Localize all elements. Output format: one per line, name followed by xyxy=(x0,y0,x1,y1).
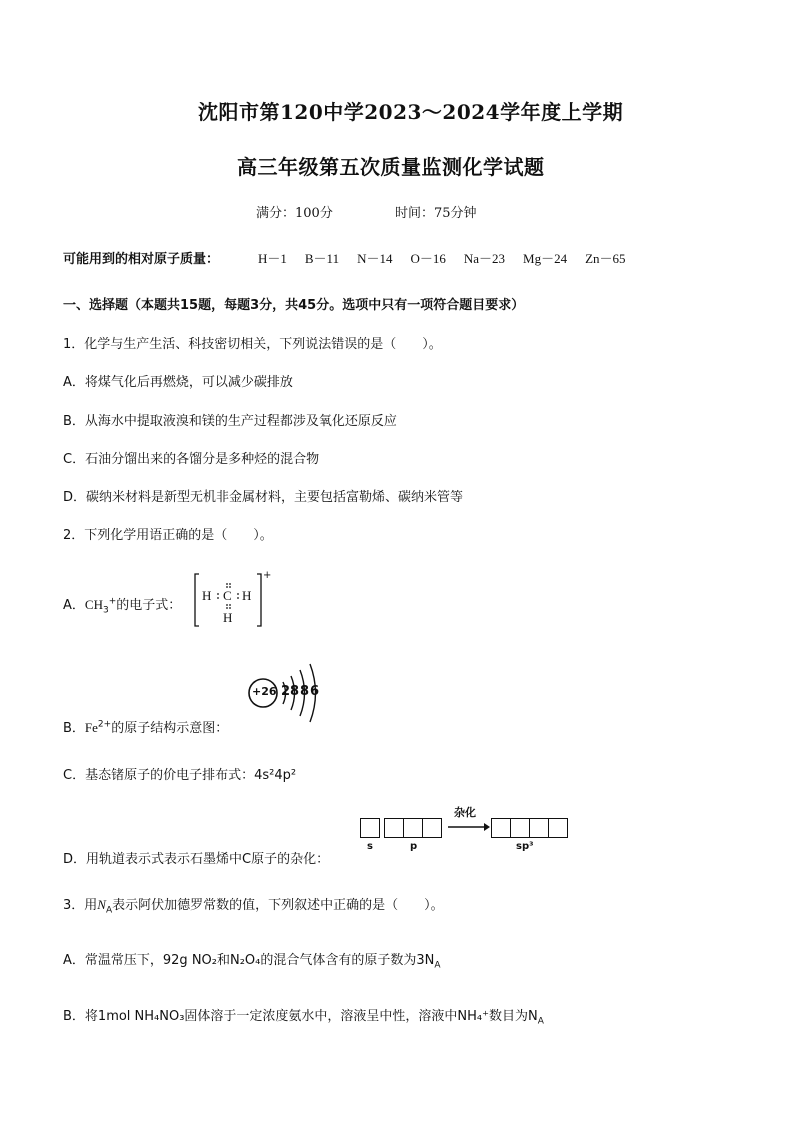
ed-c: C xyxy=(223,588,232,603)
q3-stem xyxy=(63,894,444,916)
atomic-mass-label: 可能用到的相对原子质量： xyxy=(63,252,220,267)
exam-title-line1: 沈阳市第120中学2023～2024学年度上学期 xyxy=(198,100,624,124)
q1-option-c: C．石油分馏出来的各馏分是多种烃的混合物 xyxy=(63,452,320,467)
orbital-box-p xyxy=(403,818,423,838)
hybridization-label: 杂化 xyxy=(454,806,476,819)
q3-stem-suffix: 表示阿伏加德罗常数的值，下列叙述中正确的是（ ）。 xyxy=(112,898,444,913)
q1-stem: 1．化学与生产生活、科技密切相关，下列说法错误的是（ ）。 xyxy=(63,337,442,352)
orbital-label-sp3: sp³ xyxy=(516,841,534,852)
orbital-box-sp3 xyxy=(510,818,530,838)
atomic-mass-item: B－11 xyxy=(304,251,340,266)
atomic-mass-item: Mg－24 xyxy=(523,251,568,266)
q2-a-sup: + xyxy=(108,596,117,607)
orbital-box-p xyxy=(384,818,404,838)
q2-a-formula: CH xyxy=(84,597,103,612)
q1-option-a: A．将煤气化后再燃烧，可以减少碳排放 xyxy=(63,375,293,390)
q2-option-b xyxy=(63,717,228,736)
atomic-mass-item: N－14 xyxy=(357,251,393,266)
q2-a-sub: 3 xyxy=(102,605,109,616)
atomic-mass-item: O－16 xyxy=(410,251,446,266)
q2-a-suffix: 的电子式： xyxy=(116,598,182,613)
q2-option-d: D．用轨道表示式表示石墨烯中C原子的杂化： xyxy=(63,852,330,867)
orbital-box-sp3 xyxy=(529,818,549,838)
atomic-mass-item: H－1 xyxy=(258,251,287,266)
shell-count: 6 xyxy=(310,684,320,699)
q1-option-d: D．碳纳米材料是新型无机非金属材料，主要包括富勒烯、碳纳米管等 xyxy=(63,490,464,505)
orbital-box-sp3 xyxy=(491,818,511,838)
q3-na-sub: A xyxy=(105,905,113,916)
q2-a-prefix: A． xyxy=(63,598,85,613)
section-title: 一、选择题（本题共15题，每题3分，共45分。选项中只有一项符合题目要求） xyxy=(63,298,525,313)
q2-option-c: C．基态锗原子的价电子排布式：4s²4p² xyxy=(63,768,297,783)
orbital-label-s: s xyxy=(367,841,373,852)
atomic-mass-item: Na－23 xyxy=(463,251,506,266)
shell-count: 8 xyxy=(300,684,310,699)
orbital-box-sp3 xyxy=(548,818,568,838)
q3-a-sub: A xyxy=(434,960,441,971)
atomic-mass-item: Zn－65 xyxy=(585,251,626,266)
q2-stem: 2．下列化学用语正确的是（ ）。 xyxy=(63,528,273,543)
orbital-box-s xyxy=(360,818,380,838)
q3-na: N xyxy=(97,897,106,912)
q3-b-text: B．将1mol NH₄NO₃固体溶于一定浓度氨水中，溶液呈中性，溶液中NH₄⁺数目为N xyxy=(63,1009,538,1024)
q3-stem-prefix: 3．用 xyxy=(63,898,98,913)
orbital-label-p: p xyxy=(410,841,418,852)
q1-option-b: B．从海水中提取液溴和镁的生产过程都涉及氧化还原反应 xyxy=(63,414,397,429)
electron-formula xyxy=(193,570,272,628)
ed-charge: + xyxy=(263,570,272,581)
q3-b-sub: A xyxy=(537,1016,544,1027)
atomic-structure-diagram xyxy=(246,660,336,726)
orbital-diagram xyxy=(360,808,570,858)
ed-h-left: H xyxy=(202,588,212,603)
q3-option-a xyxy=(63,949,441,971)
ed-h-bottom: H xyxy=(223,610,233,625)
q2-b-sup: 2+ xyxy=(97,719,112,730)
q3-option-b xyxy=(63,1005,544,1027)
ed-h-right: H xyxy=(242,588,252,603)
exam-time: 时间：75分钟 xyxy=(395,206,477,221)
shell-count: 8 xyxy=(290,684,300,699)
q2-option-a xyxy=(63,594,182,616)
q2-b-suffix: 的原子结构示意图： xyxy=(111,721,229,736)
exam-title-line2: 高三年级第五次质量监测化学试题 xyxy=(237,155,545,179)
shell-count: 2 xyxy=(281,684,291,699)
q3-a-text: A．常温常压下，92g NO₂和N₂O₄的混合气体含有的原子数为3N xyxy=(63,953,435,968)
q2-b-prefix: B． xyxy=(63,721,85,736)
full-score: 满分：100分 xyxy=(256,206,333,221)
q2-b-ion: Fe xyxy=(84,720,98,735)
nucleus-charge: +26 xyxy=(252,685,277,698)
atomic-mass-list xyxy=(258,248,626,267)
hybridization-arrow-icon xyxy=(446,818,490,832)
orbital-box-p xyxy=(422,818,442,838)
